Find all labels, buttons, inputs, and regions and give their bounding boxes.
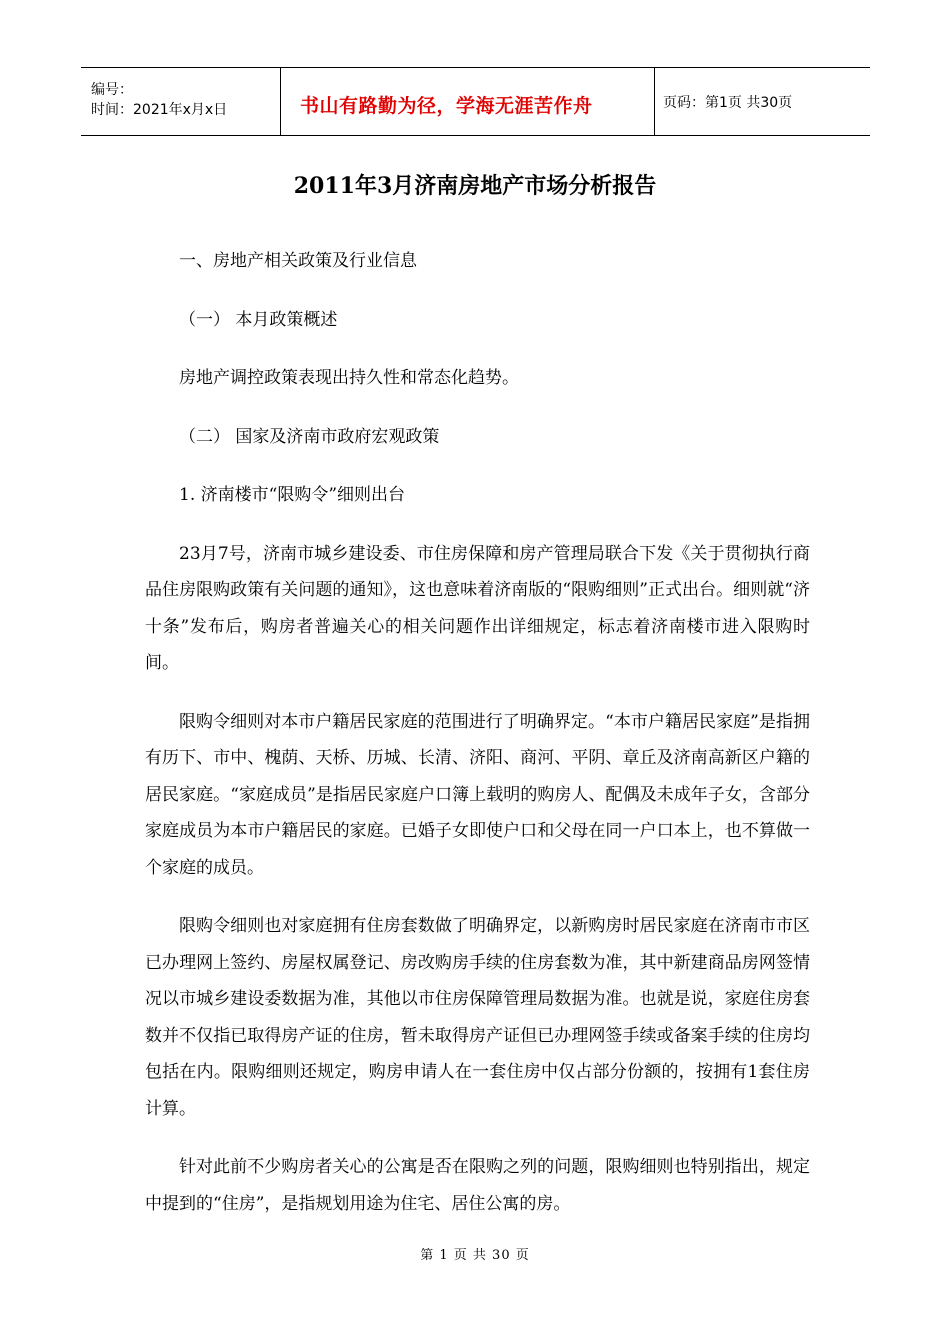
header-left-cell	[81, 68, 280, 135]
paragraph-4: 针对此前不少购房者关心的公寓是否在限购之列的问题，限购细则也特别指出，规定中提到的“住房”，是指规划用途为住宅、居住公寓的房。	[145, 1157, 810, 1214]
paragraph-1: 23月7号，济南市城乡建设委、市住房保障和房产管理局联合下发《关于贯彻执行商品住房限购政策有关问题的通知》，这也意味着济南版的“限购细则”正式出台。细则就“济十条”发布后，购房者普遍关心的相关问题作出详细规定，标志着济南楼市进入限购时间。	[145, 543, 810, 673]
document-body	[145, 243, 810, 1244]
paragraph-2: 限购令细则对本市户籍居民家庭的范围进行了明确界定。“本市户籍居民家庭”是指拥有历下、市中、槐荫、天桥、历城、长清、济阳、商河、平阴、章丘及济南高新区户籍的居民家庭。“家庭成员”是指居民家庭户口簿上载明的购房人、配偶及未成年子女，含部分家庭成员为本市户籍居民的家庭。已婚子女即使户口和父母在同一户口本上，也不算做一个家庭的成员。	[145, 711, 810, 878]
motto: 书山有路勤为径，学海无涯苦作舟	[300, 95, 593, 117]
code-label: 编号：	[91, 81, 133, 98]
time-label: 时间：2021年x月x日	[91, 101, 228, 118]
section-heading-1: 一、房地产相关政策及行业信息	[179, 251, 417, 271]
header-motto-cell	[280, 68, 655, 135]
subsection-heading-1-1: （一） 本月政策概述	[179, 309, 338, 330]
page-footer: 第 1 页 共 30 页	[420, 1248, 530, 1263]
page-title: 2011年3月济南房地产市场分析报告	[293, 173, 657, 199]
header-page-cell	[655, 68, 870, 135]
item-heading-1: 1. 济南楼市“限购令”细则出台	[179, 485, 406, 505]
paragraph-3: 限购令细则也对家庭拥有住房套数做了明确界定，以新购房时居民家庭在济南市市区已办理网上签约、房屋权属登记、房改购房手续的住房套数为准，其中新建商品房网签情况以市城乡建设委数据为准，其他以市住房保障管理局数据为准。也就是说，家庭住房套数并不仅指已取得房产证的住房，暂未取得房产证但已办理网签手续或备案手续的住房均包括在内。限购细则还规定，购房申请人在一套住房中仅占部分份额的，按拥有1套住房计算。	[145, 916, 810, 1119]
subsection-heading-1-2: （二） 国家及济南市政府宏观政策	[179, 426, 440, 447]
header-table	[81, 67, 870, 136]
subsection-text-1-1: 房地产调控政策表现出持久性和常态化趋势。	[179, 368, 519, 388]
page-info: 页码：第1页 共30页	[663, 94, 793, 111]
